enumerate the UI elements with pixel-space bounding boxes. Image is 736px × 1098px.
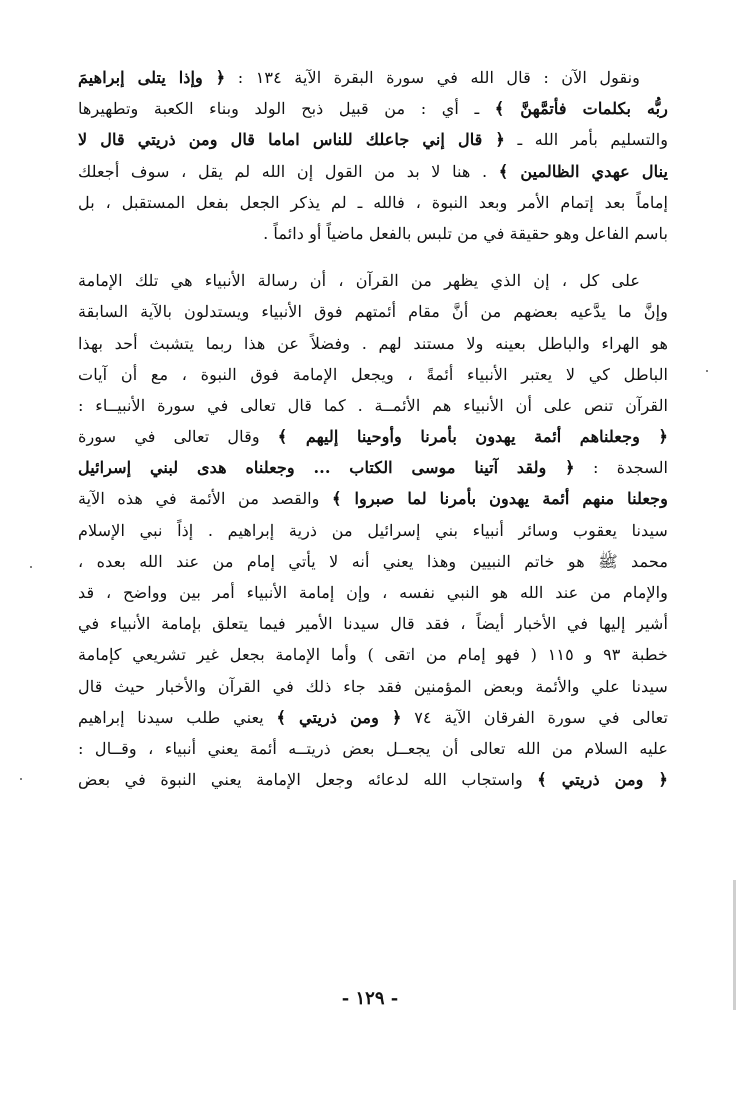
text-segment: سيدنا علي والأئمة وبعض المؤمنين فقد جاء ذلك في القرآن والأخبار حيث قال — [78, 676, 668, 696]
text-line — [78, 93, 668, 124]
text-segment: عليه السلام من الله تعالى أن يجعــل بعض ذريتــه أئمة يعني أنبياء ، وقــال : — [78, 738, 668, 758]
text-line — [78, 359, 668, 390]
text-line — [78, 124, 668, 155]
text-segment: خطبة ٩٣ و ١١٥ ( فهو إمام من اتقى ) وأما الإمامة بجعل غير تشريعي كإمامة — [78, 645, 668, 665]
text-line — [78, 62, 668, 93]
text-segment: ونقول الآن : قال الله في سورة البقرة الآية ١٣٤ : — [225, 68, 640, 87]
text-segment: على كل ، إن الذي يظهر من القرآن ، أن رسالة الأنبياء هي تلك الإمامة — [78, 271, 640, 291]
page-number: - ١٢٩ - — [341, 988, 399, 1009]
text-segment: والتسليم بأمر الله ـ — [504, 130, 668, 150]
text-line — [78, 483, 668, 514]
text-line — [78, 421, 668, 452]
text-line — [78, 608, 668, 639]
text-segment: وقال تعالى في سورة — [78, 427, 278, 447]
text-segment: والقصد من الأئمة في هذه الآية — [78, 489, 333, 509]
text-segment: باسم الفاعل وهو حقيقة في من تلبس بالفعل ماضياً أو دائماً . — [263, 223, 668, 243]
text-line — [78, 218, 668, 249]
scan-speck — [706, 370, 708, 372]
text-line — [78, 156, 668, 187]
body-text — [78, 62, 668, 795]
text-line — [78, 733, 668, 764]
text-line — [78, 702, 668, 733]
text-segment: أشير إليها في الأخبار أيضاً ، فقد قال سيدنا الأمير فيما يتعلق بإمامة الأنبياء في — [78, 614, 668, 634]
scan-speck — [20, 778, 22, 780]
text-segment: هو الهراء والباطل بعينه ولا مستند لهم . وفضلاً عن هذا ربما يتشبث أحد بهذا — [78, 333, 668, 353]
text-segment: وإنَّ ما يدَّعيه بعضهم من أنَّ مقام أئمتهم فوق الأنبياء ويستدلون بالآية السابقة — [78, 302, 668, 322]
text-line — [78, 328, 668, 359]
quran-verse-segment: ربُّه بكلمات فأتمَّهنَّ ﴾ — [494, 99, 668, 119]
paragraph-1 — [78, 62, 668, 249]
quran-verse-segment: ينال عهدي الظالمين ﴾ — [498, 161, 668, 181]
quran-verse-segment: ﴿ وإذا يتلى إبراهيمَ — [78, 68, 226, 87]
text-segment: . هنا لا بد من القول إن الله لم يقل ، سوف أجعلك — [78, 161, 499, 181]
text-line — [78, 764, 668, 795]
text-line — [78, 452, 668, 483]
quran-verse-segment: وجعلنا منهم أئمة يهدون بأمرنا لما صبروا ﴾ — [332, 489, 668, 509]
text-line — [78, 546, 668, 577]
text-segment: محمد ﷺ هو خاتم النبيين وهذا يعني أنه لا يأتي إمام من عند الله بعده ، — [78, 551, 668, 571]
text-segment: الباطل كي لا يعتبر الأنبياء أئمةً ، ويجعل الإمامة فوق النبوة ، مع أن آيات — [78, 364, 668, 384]
text-segment: سيدنا يعقوب وسائر أنبياء بني إسرائيل من ذرية إبراهيم . إذاً نبي الإسلام — [78, 520, 668, 540]
text-line — [78, 265, 668, 296]
text-line — [78, 296, 668, 327]
text-segment: إماماً بعد إتمام الأمر وبعد النبوة ، فالله ـ لم يذكر الجعل بفعل المستقبل ، بل — [78, 192, 668, 212]
text-segment: تعالى في سورة الفرقان الآية ٧٤ — [401, 707, 668, 727]
text-segment: والإمام من عند الله هو النبي نفسه ، وإن إمامة الأنبياء أمر بين وواضح ، قد — [78, 583, 668, 602]
quran-verse-segment: ﴿ قال إني جاعلك للناس اماما قال ومن ذريتي قال لا — [78, 130, 505, 150]
text-segment: القرآن تنص على أن الأنبياء هم الأئمــة . كما قال تعالى في سورة الأنبيــاء : — [78, 395, 668, 415]
quran-verse-segment: ﴿ ولقد آتينا موسى الكتاب ... وجعلناه هدى لبني إسرائيل — [78, 458, 575, 478]
text-line — [78, 187, 668, 218]
text-segment: واستجاب الله لدعائه وجعل الإمامة يعني النبوة في بعض — [78, 770, 538, 790]
text-segment: يعني طلب سيدنا إبراهيم — [78, 707, 277, 727]
text-line — [78, 390, 668, 421]
scan-speck — [30, 566, 32, 568]
quran-verse-segment: ﴿ ومن ذريتي ﴾ — [537, 770, 668, 790]
text-line — [78, 515, 668, 546]
text-line — [78, 577, 668, 608]
quran-verse-segment: ﴿ وجعلناهم أئمة يهدون بأمرنا وأوحينا إليهم ﴾ — [277, 427, 668, 447]
text-line — [78, 639, 668, 670]
text-segment: السجدة : — [574, 458, 668, 478]
paragraph-gap — [78, 249, 668, 265]
text-line — [78, 671, 668, 702]
quran-verse-segment: ﴿ ومن ذريتي ﴾ — [276, 707, 402, 727]
text-segment: ـ أي : من قبيل ذبح الولد وبناء الكعبة وتطهيرها — [78, 99, 495, 119]
paragraph-2 — [78, 265, 668, 795]
